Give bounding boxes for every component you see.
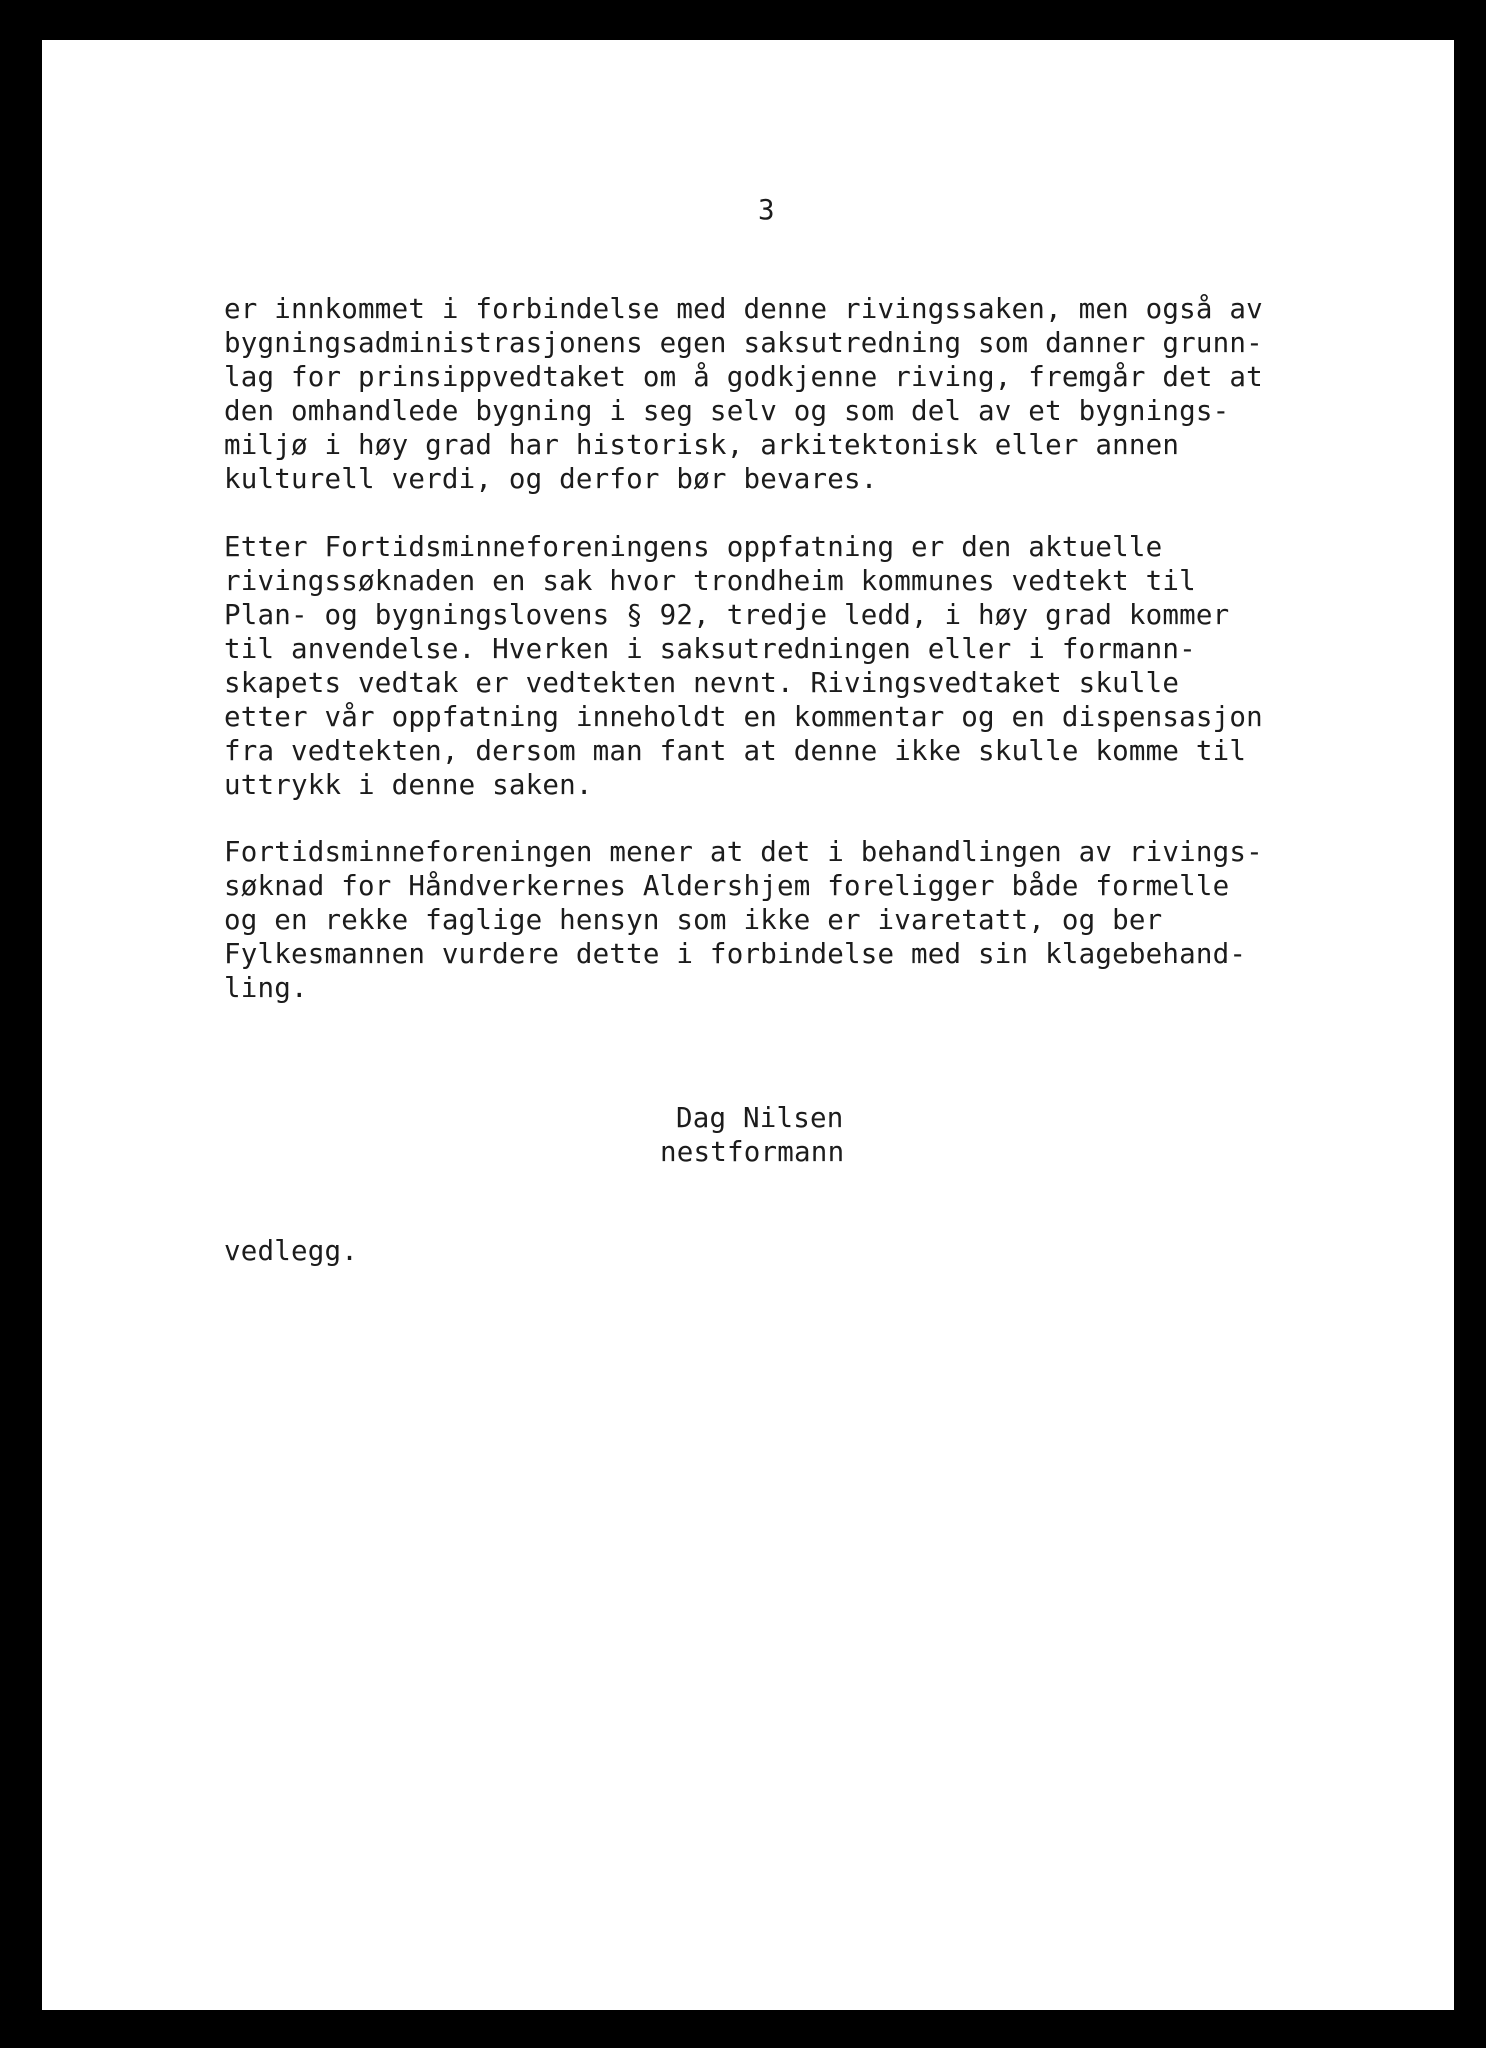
text-line: til anvendelse. Hverken i saksutredningen eller i formann- [224, 633, 1196, 665]
text-line: den omhandlede bygning i seg selv og som del av et bygnings- [224, 395, 1230, 427]
text-line: Fylkesmannen vurdere dette i forbindelse med sin klagebehand- [224, 938, 1247, 970]
page-number: 3 [758, 194, 775, 226]
text-line: Etter Fortidsminneforeningens oppfatning er den aktuelle [224, 531, 1163, 563]
text-line: Plan- og bygningslovens § 92, tredje ledd, i høy grad kommer [224, 599, 1230, 631]
text-line: rivingssøknaden en sak hvor trondheim kommunes vedtekt til [224, 565, 1196, 597]
text-line: uttrykk i denne saken. [224, 769, 593, 801]
text-line: miljø i høy grad har historisk, arkitektonisk eller annen [224, 429, 1180, 461]
text-line: er innkommet i forbindelse med denne rivingssaken, men også av [224, 293, 1263, 325]
text-line: skapets vedtak er vedtekten nevnt. Rivingsvedtaket skulle [224, 667, 1180, 699]
text-line: lag for prinsippvedtaket om å godkjenne riving, fremgår det at [224, 361, 1263, 393]
text-line: søknad for Håndverkernes Aldershjem foreligger både formelle [224, 870, 1230, 902]
text-line: kulturell verdi, og derfor bør bevares. [224, 463, 878, 495]
signature-title: nestformann [660, 1136, 845, 1168]
text-line: bygningsadministrasjonens egen saksutredning som danner grunn- [224, 327, 1263, 359]
text-line: Fortidsminneforeningen mener at det i behandlingen av rivings- [224, 836, 1263, 868]
text-line: og en rekke faglige hensyn som ikke er ivaretatt, og ber [224, 904, 1163, 936]
text-line: etter vår oppfatning inneholdt en kommentar og en dispensasjon [224, 701, 1263, 733]
attachment-note: vedlegg. [224, 1235, 359, 1267]
text-line: ling. [224, 972, 308, 1004]
document-page [42, 40, 1454, 2010]
text-line: fra vedtekten, dersom man fant at denne ikke skulle komme til [224, 735, 1247, 767]
signature-name: Dag Nilsen [676, 1102, 844, 1134]
